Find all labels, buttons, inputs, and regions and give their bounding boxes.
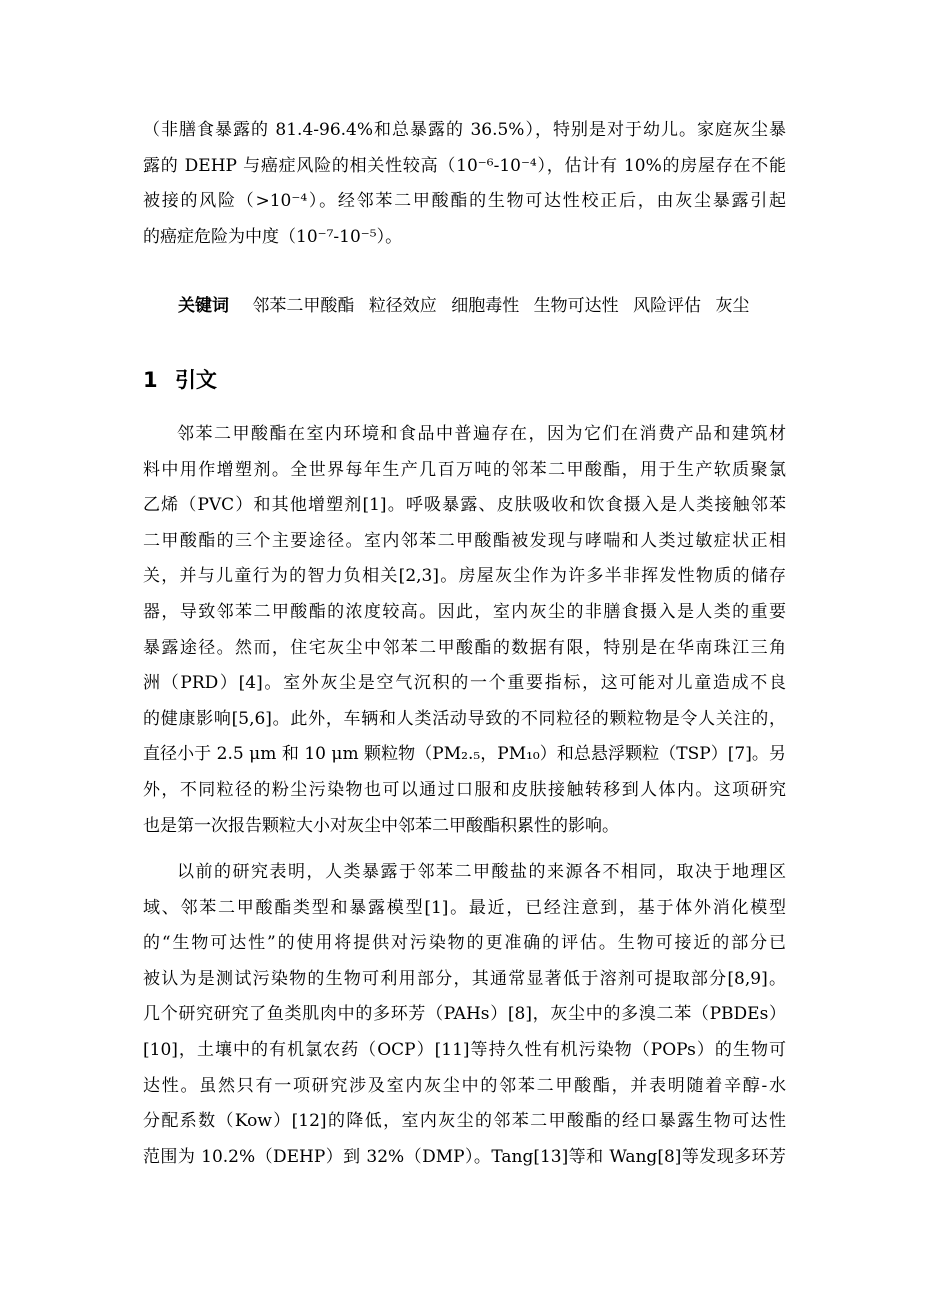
paragraph-line: 范围为 10.2%（DEHP）到 32%（DMP）。Tang[13]等和 Wang[8]等发现多环芳 [143,1146,786,1167]
paragraph-line: [10]，土壤中的有机氯农药（OCP）[11]等持久性有机污染物（POPs）的生物可 [143,1039,786,1060]
paragraph-line: 乙烯（PVC）和其他增塑剂[1]。呼吸暴露、皮肤吸收和饮食摄入是人类接触邻苯 [143,495,786,516]
abstract-line: 露的 DEHP 与癌症风险的相关性较高（10⁻⁶-10⁻⁴），估计有 10%的房屋存在不能 [143,155,786,176]
keyword-item: 粒径效应 [368,296,437,316]
abstract-line: 的癌症危险为中度（10⁻⁷-10⁻⁵）。 [143,226,403,247]
paragraph-line: 分配系数（Kow）[12]的降低，室内灰尘的邻苯二甲酸酯的经口暴露生物可达性 [143,1111,786,1132]
paragraph-line: 也是第一次报告颗粒大小对灰尘中邻苯二甲酸酯积累性的影响。 [143,815,619,836]
paragraph-line: 关，并与儿童行为的智力负相关[2,3]。房屋灰尘作为许多半非挥发性物质的储存 [143,566,786,587]
keywords-row [178,289,786,324]
paragraph-line: 洲（PRD）[4]。室外灰尘是空气沉积的一个重要指标，这可能对儿童造成不良 [143,673,786,694]
paragraph-line: 邻苯二甲酸酯在室内环境和食品中普遍存在，因为它们在消费产品和建筑材 [177,424,786,444]
paragraph-line: 料中用作增塑剂。全世界每年生产几百万吨的邻苯二甲酸酯，用于生产软质聚氯 [143,459,786,480]
paragraph-line: 以前的研究表明，人类暴露于邻苯二甲酸盐的来源各不相同，取决于地理区 [177,862,786,882]
paragraph-2 [143,855,786,1175]
paragraph-line: 达性。虽然只有一项研究涉及室内灰尘中的邻苯二甲酸酯，并表明随着辛醇-水 [143,1075,786,1096]
paragraph-line: 器，导致邻苯二甲酸酯的浓度较高。因此，室内灰尘的非膳食摄入是人类的重要 [143,601,786,622]
abstract-line: 被接的风险（>10⁻⁴）。经邻苯二甲酸酯的生物可达性校正后，由灰尘暴露引起 [143,191,786,212]
paragraph-line: 的“生物可达性”的使用将提供对污染物的更准确的评估。生物可接近的部分已 [143,933,786,954]
abstract-continuation [143,113,786,255]
keyword-item: 邻苯二甲酸酯 [252,296,355,316]
keyword-item: 灰尘 [715,296,750,316]
section-number: 1 [143,368,158,392]
section-title: 引文 [174,368,217,392]
paragraph-line: 几个研究研究了鱼类肌肉中的多环芳（PAHs）[8]，灰尘中的多溴二苯（PBDEs） [143,1004,786,1025]
paragraph-line: 被认为是测试污染物的生物可利用部分，其通常显著低于溶剂可提取部分[8,9]。 [143,968,786,989]
paragraph-line: 二甲酸酯的三个主要途径。室内邻苯二甲酸酯被发现与哮喘和人类过敏症状正相 [143,530,786,551]
paragraph-line: 直径小于 2.5 μm 和 10 μm 颗粒物（PM₂.₅，PM₁₀）和总悬浮颗粒（TSP）[7]。另 [143,744,786,765]
paragraph-line: 的健康影响[5,6]。此外，车辆和人类活动导致的不同粒径的颗粒物是令人关注的， [143,708,786,729]
section-heading [143,362,217,398]
keywords-label: 关键词 [178,296,229,316]
keyword-item: 生物可达性 [533,296,619,316]
paragraph-line: 域、邻苯二甲酸酯类型和暴露模型[1]。最近，已经注意到，基于体外消化模型 [143,897,786,918]
abstract-line: （非膳食暴露的 81.4-96.4%和总暴露的 36.5%），特别是对于幼儿。家庭灰尘暴 [143,120,786,140]
keyword-item: 风险评估 [633,296,702,316]
keyword-item: 细胞毒性 [451,296,520,316]
paragraph-line: 外，不同粒径的粉尘污染物也可以通过口服和皮肤接触转移到人体内。这项研究 [143,779,786,800]
paragraph-1 [143,417,786,844]
paragraph-line: 暴露途径。然而，住宅灰尘中邻苯二甲酸酯的数据有限，特别是在华南珠江三角 [143,637,786,658]
